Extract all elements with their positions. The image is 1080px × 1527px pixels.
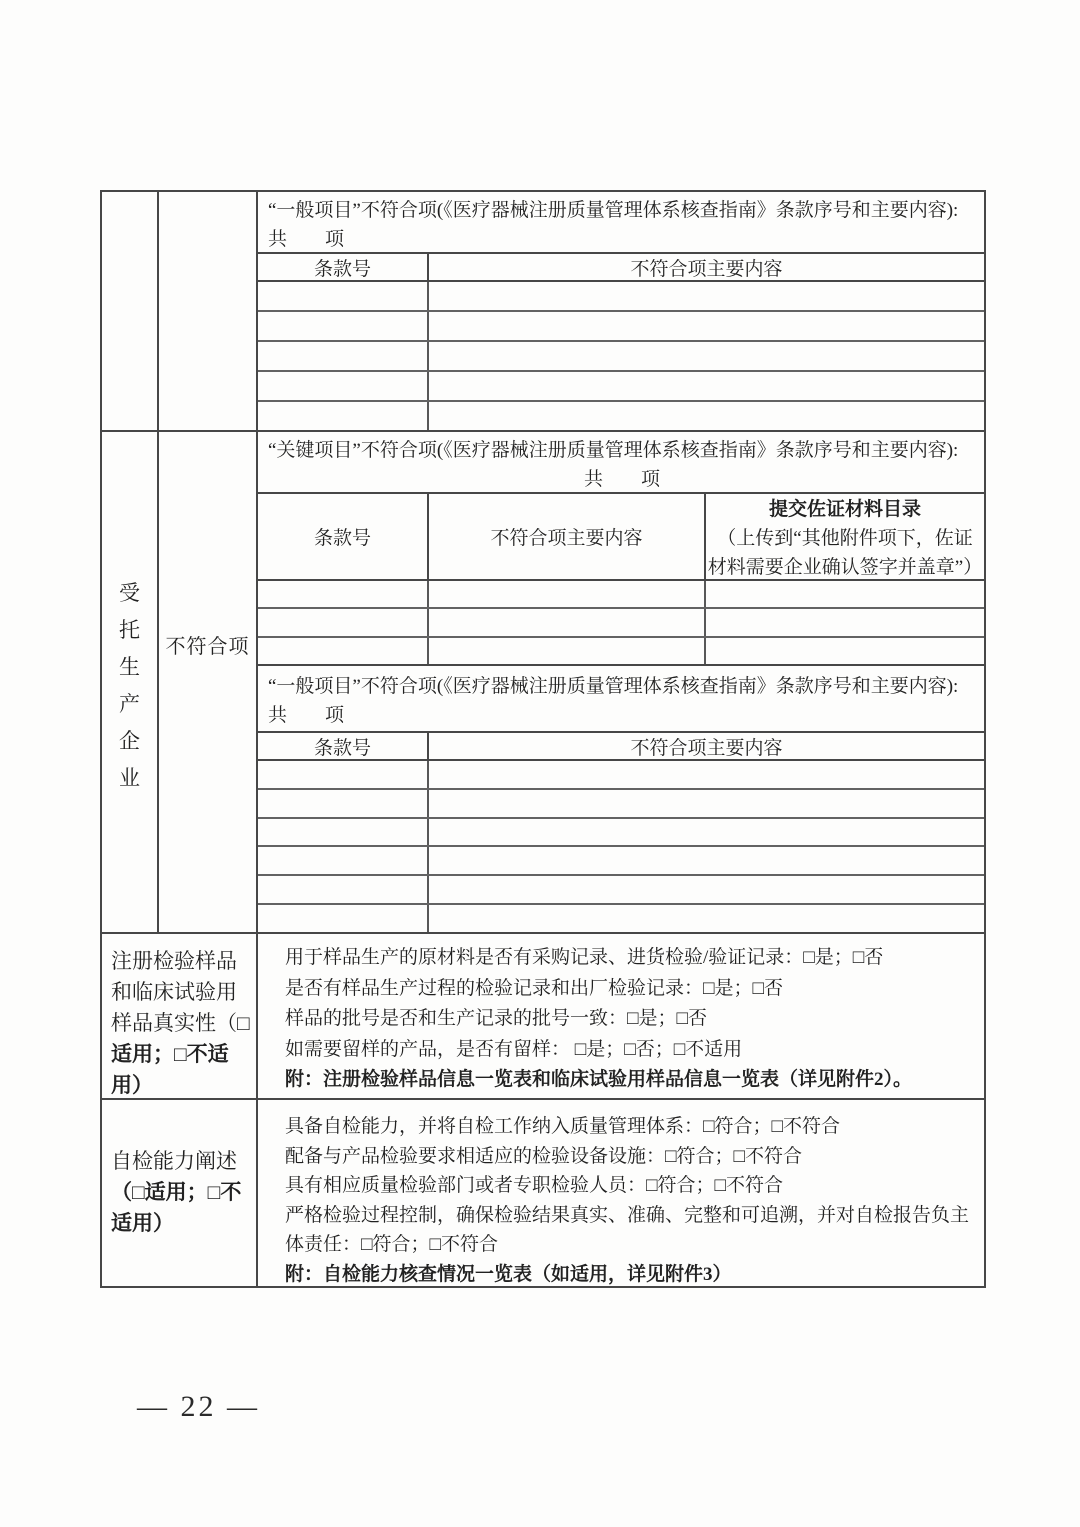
empty-clause-cell — [258, 790, 429, 817]
key-items-title — [258, 432, 984, 492]
checklist-line: 是否有样品生产过程的检验记录和出厂检验记录：□是；□否 — [285, 977, 783, 999]
empty-content-cell — [429, 790, 984, 817]
nonconformity-label: 不符合项 — [165, 635, 250, 658]
key-items-title-line1: “关键项目”不符合项(《医疗器械注册质量管理体系核查指南》条款序号和主要内容): — [268, 440, 959, 461]
empty-content-cell — [429, 819, 984, 846]
self-inspection-label-options: （□适用；□不适用） — [111, 1180, 242, 1235]
empty-clause-cell — [258, 402, 429, 430]
row-general-items-continued — [102, 192, 984, 430]
table-row — [258, 312, 984, 342]
row-entrusted-manufacturer — [102, 430, 984, 932]
checklist-line: 用于样品生产的原材料是否有采购记录、进货检验/验证记录：□是；□否 — [285, 947, 884, 968]
table-row — [258, 819, 984, 848]
table-row — [258, 282, 984, 312]
sample-authenticity-body — [258, 934, 984, 1098]
self-inspection-body — [258, 1100, 984, 1286]
general-items-rows — [258, 282, 984, 430]
checklist-line: 具备自检能力，并将自检工作纳入质量管理体系：□符合；□不符合 — [285, 1116, 840, 1137]
key-items-rows — [258, 581, 984, 664]
empty-content-cell — [429, 372, 984, 400]
empty-evidence-cell — [706, 609, 984, 635]
attachment-note: 附：注册检验样品信息一览表和临床试验用样品信息一览表（详见附件2）。 — [285, 1069, 913, 1090]
empty-content-cell — [429, 402, 984, 430]
clause-number-header: 条款号 — [258, 494, 429, 579]
evidence-header-title: 提交佐证材料目录 — [768, 499, 921, 520]
sample-authenticity-label-text: 注册检验样品和临床试验用样品真实性（□ — [111, 949, 250, 1035]
table-row — [258, 372, 984, 402]
empty-clause-cell — [258, 312, 429, 340]
self-inspection-label — [102, 1100, 258, 1286]
table-row — [258, 847, 984, 876]
general-items-continued-cell — [258, 192, 984, 430]
key-items-total-count: 共 项 — [583, 469, 660, 490]
empty-clause-cell — [258, 847, 429, 874]
empty-clause-cell — [258, 905, 429, 932]
general-items-table — [258, 252, 984, 430]
evidence-header-note-line2: 材料需要企业确认签字并盖章”） — [707, 557, 983, 578]
inspection-form-table — [100, 190, 986, 1288]
empty-category-cell — [159, 192, 258, 430]
table-row — [258, 790, 984, 819]
empty-content-cell — [429, 342, 984, 370]
clause-number-header: 条款号 — [258, 254, 429, 280]
empty-clause-cell — [258, 282, 429, 310]
table-row — [258, 342, 984, 372]
empty-clause-cell — [258, 581, 429, 607]
empty-evidence-cell — [706, 638, 984, 664]
empty-content-cell — [429, 609, 706, 635]
empty-side-cell — [102, 192, 159, 430]
entrusted-content-cell — [258, 432, 984, 932]
checklist-line: 如需要留样的产品，是否有留样： □是；□否；□不适用 — [285, 1038, 743, 1060]
table-row — [258, 581, 984, 609]
empty-content-cell — [429, 638, 706, 664]
empty-clause-cell — [258, 372, 429, 400]
row-sample-authenticity — [102, 932, 984, 1098]
general-items-total-count: 共 项 — [268, 705, 345, 726]
row-self-inspection — [102, 1098, 984, 1286]
empty-content-cell — [429, 905, 984, 932]
checklist-line: 配备与产品检验要求相适应的检验设备设施：□符合；□不符合 — [285, 1145, 802, 1167]
empty-evidence-cell — [706, 581, 984, 607]
entrusted-manufacturer-cell — [102, 432, 159, 932]
nonconformity-category-cell — [159, 432, 258, 932]
table-row — [258, 638, 984, 664]
checklist-line: 严格检验过程控制，确保检验结果真实、准确、完整和可追溯，并对自检报告负主体责任：□符合；□不符合 — [285, 1204, 970, 1255]
evidence-header-note-line1: （上传到“其他附件项下，佐证 — [717, 528, 973, 549]
table-row — [258, 609, 984, 637]
page-number: — 22 — — [137, 1390, 260, 1423]
empty-content-cell — [429, 312, 984, 340]
sample-authenticity-label — [102, 934, 258, 1098]
sample-authenticity-label-options: 适用；□不适用） — [111, 1042, 229, 1097]
self-inspection-label-text: 自检能力阐述 — [111, 1149, 237, 1173]
nonconformity-content-header: 不符合项主要内容 — [630, 737, 783, 759]
table-row — [258, 876, 984, 905]
empty-clause-cell — [258, 819, 429, 846]
empty-content-cell — [429, 761, 984, 788]
empty-clause-cell — [258, 761, 429, 788]
evidence-material-header — [706, 494, 984, 579]
table-row — [258, 905, 984, 932]
general-items-table-header — [258, 254, 984, 282]
general-items-table-header — [258, 731, 984, 761]
clause-number-header: 条款号 — [258, 733, 429, 759]
empty-content-cell — [429, 847, 984, 874]
checklist-line: 具有相应质量检验部门或者专职检验人员：□符合；□不符合 — [285, 1175, 783, 1196]
key-items-table-header — [258, 492, 984, 581]
empty-content-cell — [429, 876, 984, 903]
general-items-rows — [258, 761, 984, 932]
nonconformity-content-header: 不符合项主要内容 — [630, 258, 783, 280]
general-items-title-line1: “一般项目”不符合项(《医疗器械注册质量管理体系核查指南》条款序号和主要内容): — [268, 200, 959, 221]
empty-content-cell — [429, 282, 984, 310]
checklist-line: 样品的批号是否和生产记录的批号一致：□是；□否 — [285, 1008, 707, 1029]
attachment-note: 附：自检能力核查情况一览表（如适用，详见附件3） — [285, 1263, 732, 1285]
entrusted-manufacturer-label: 受托生产企业 — [119, 581, 140, 790]
general-items-title — [258, 664, 984, 731]
empty-clause-cell — [258, 609, 429, 635]
table-row — [258, 402, 984, 430]
empty-clause-cell — [258, 342, 429, 370]
empty-clause-cell — [258, 638, 429, 664]
general-items-title — [258, 192, 984, 252]
general-items-total-count: 共 项 — [268, 229, 345, 250]
empty-content-cell — [429, 581, 706, 607]
general-items-title-line1: “一般项目”不符合项(《医疗器械注册质量管理体系核查指南》条款序号和主要内容): — [268, 676, 959, 697]
empty-clause-cell — [258, 876, 429, 903]
nonconformity-content-header: 不符合项主要内容 — [429, 494, 706, 579]
table-row — [258, 761, 984, 790]
